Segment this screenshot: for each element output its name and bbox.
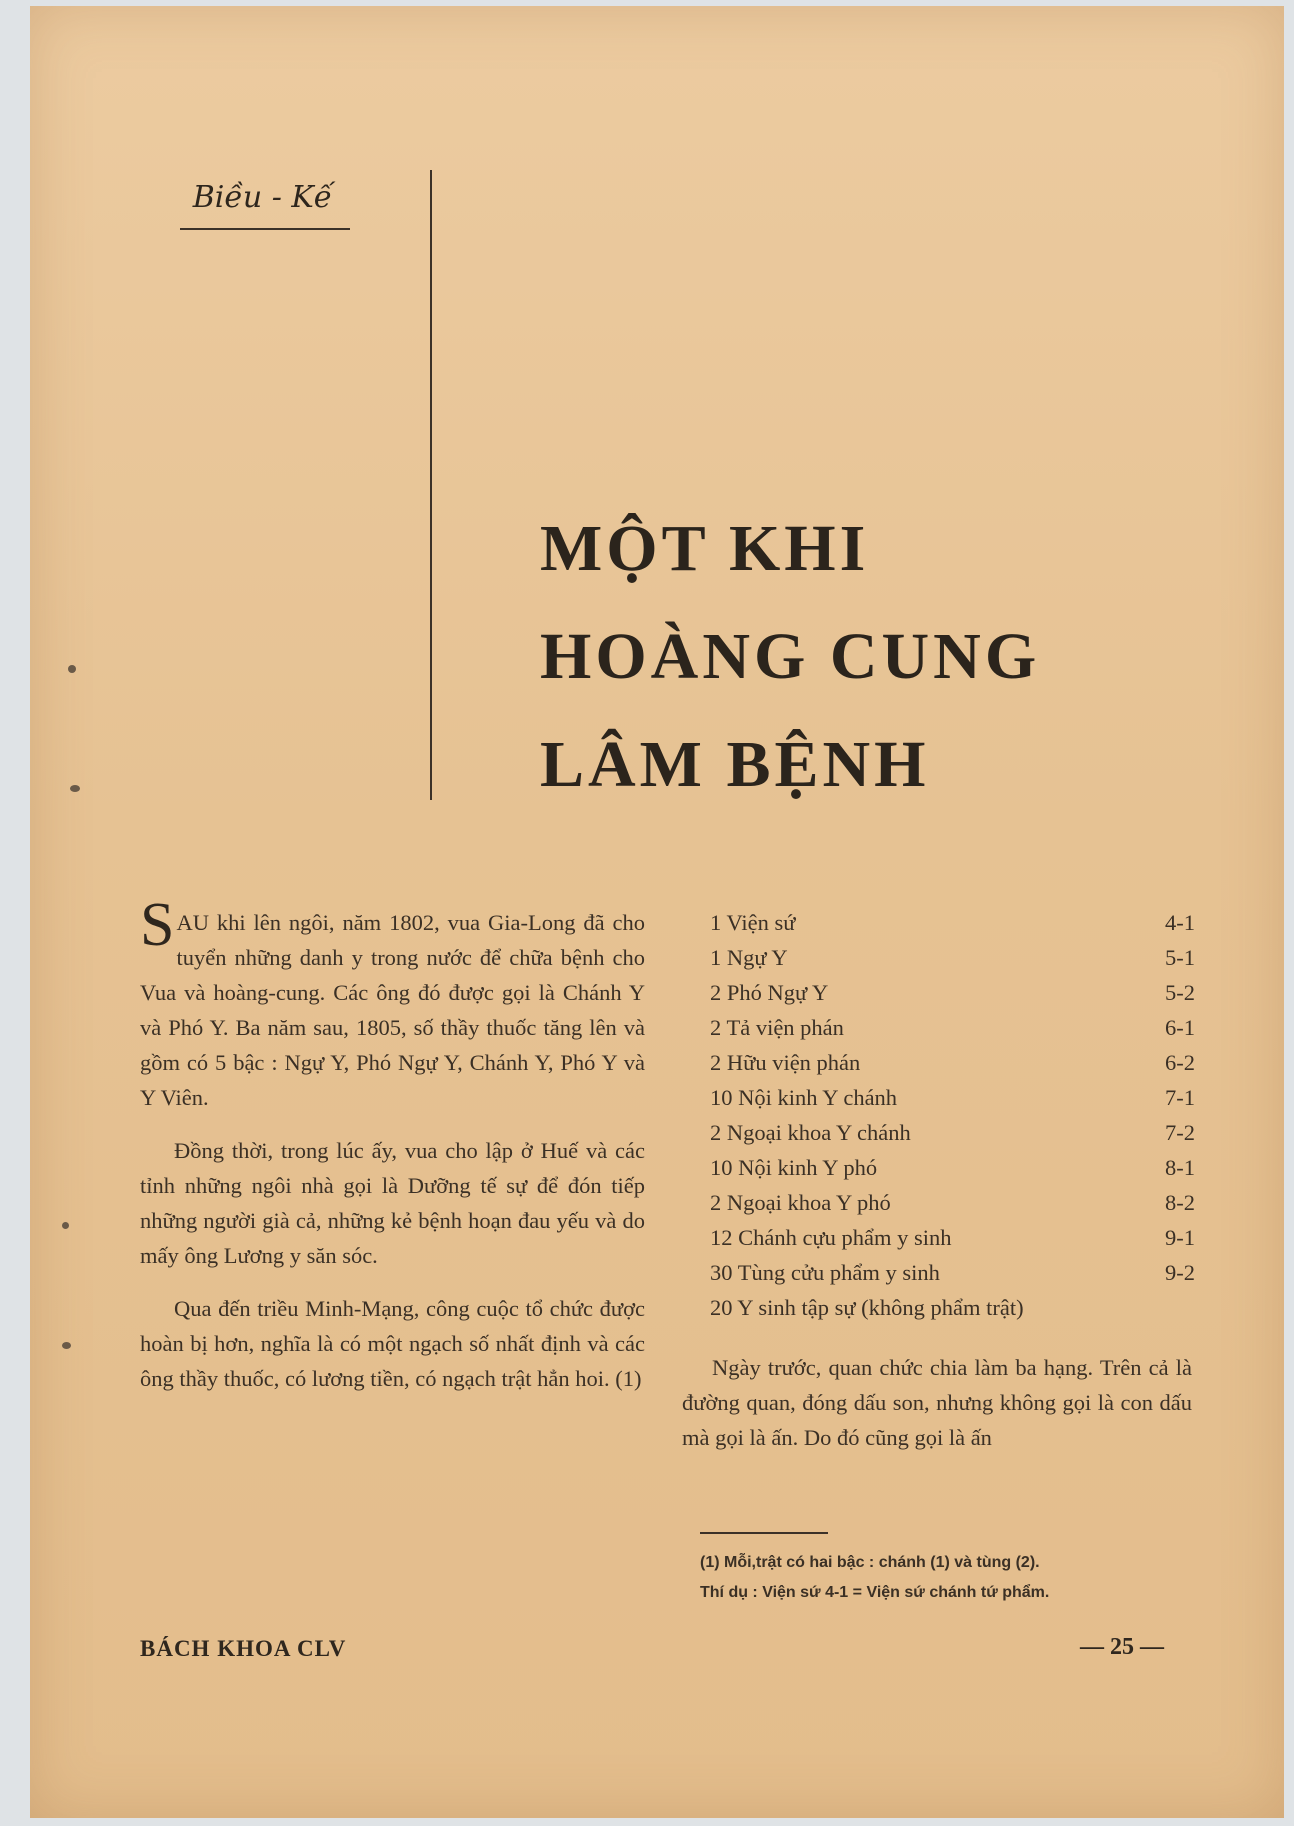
rank-row — [710, 975, 1195, 1010]
rank-row — [710, 1220, 1195, 1255]
author-byline: Biều - Kế — [192, 180, 333, 215]
rank-name: 2 Tả viện phán — [710, 1015, 844, 1040]
title-line-1: MỘT KHI — [540, 512, 870, 585]
rank-row — [710, 940, 1195, 975]
title-line-3: LÂM BỆNH — [540, 728, 930, 801]
rank-list — [710, 905, 1195, 1325]
rank-name: 10 Nội kinh Y chánh — [710, 1085, 898, 1110]
footnote-rule — [700, 1532, 828, 1534]
page-number: — 25 — — [1080, 1634, 1164, 1660]
rank-grade: 8-1 — [1165, 1155, 1195, 1180]
title-vertical-rule — [430, 170, 432, 800]
left-text-column — [140, 891, 645, 1414]
rank-row — [710, 1290, 1195, 1325]
right-text-column — [682, 1350, 1192, 1455]
rank-name: 30 Tùng cửu phẩm y sinh — [710, 1260, 940, 1285]
paragraph-2: Đồng thời, trong lúc ấy, vua cho lập ở Huế và các tỉnh những ngôi nhà gọi là Dưỡng tế sự để đón tiếp những người già cả, những kẻ bệnh hoạn đau yếu và do mấy ông Lương y săn sóc. — [140, 1138, 645, 1268]
rank-grade: 9-1 — [1165, 1225, 1195, 1250]
rank-grade: 6-2 — [1165, 1050, 1195, 1075]
rank-name: 20 Y sinh tập sự (không phẩm trật) — [710, 1295, 1024, 1320]
rank-name: 12 Chánh cựu phẩm y sinh — [710, 1225, 952, 1250]
rank-name: 1 Viện sứ — [710, 910, 796, 935]
rank-grade: 4-1 — [1165, 910, 1195, 935]
binding-hole-mark — [62, 1342, 71, 1349]
rank-row — [710, 1185, 1195, 1220]
rank-grade: 7-1 — [1165, 1085, 1195, 1110]
rank-grade: 5-1 — [1165, 945, 1195, 970]
paragraph-1 — [140, 891, 645, 1115]
publication-name: BÁCH KHOA CLV — [140, 1636, 347, 1661]
rank-name: 2 Phó Ngự Y — [710, 980, 829, 1005]
footnote-line-2: Thí dụ : Viện sứ 4-1 = Viện sứ chánh tứ phẩm. — [700, 1584, 1050, 1601]
rank-name: 2 Ngoại khoa Y chánh — [710, 1120, 911, 1145]
title-line-2: HOÀNG CUNG — [540, 620, 1041, 693]
rank-grade: 7-2 — [1165, 1120, 1195, 1145]
rank-row — [710, 1115, 1195, 1150]
binding-hole-mark — [62, 1222, 69, 1229]
binding-hole-mark — [68, 665, 76, 673]
rank-grade: 8-2 — [1165, 1190, 1195, 1215]
byline-underline — [180, 228, 350, 230]
rank-grade: 5-2 — [1165, 980, 1195, 1005]
binding-hole-mark — [70, 785, 80, 792]
rank-name: 10 Nội kinh Y phó — [710, 1155, 878, 1180]
right-paragraph: Ngày trước, quan chức chia làm ba hạng. Trên cả là đường quan, đóng dấu son, nhưng không gọi là con dấu mà gọi là ấn. Do đó cũng gọi là ấn — [682, 1355, 1192, 1450]
rank-name: 2 Ngoại khoa Y phó — [710, 1190, 891, 1215]
article-title — [540, 495, 1280, 819]
rank-row — [710, 1255, 1195, 1290]
rank-row — [710, 1045, 1195, 1080]
rank-grade: 9-2 — [1165, 1260, 1195, 1285]
rank-grade: 6-1 — [1165, 1015, 1195, 1040]
paragraph-1-text: AU khi lên ngôi, năm 1802, vua Gia-Long đã cho tuyển những danh y trong nước để chữa bệnh cho Vua và hoàng-cung. Các ông đó được gọi là Chánh Y và Phó Y. Ba năm sau, 1805, số thầy thuốc tăng lên và gồm có 5 bậc : Ngự Y, Phó Ngự Y, Chánh Y, Phó Y và Y Viên. — [140, 910, 645, 1110]
footnote-line-1: (1) Mỗi,trật có hai bậc : chánh (1) và tùng (2). — [700, 1554, 1040, 1571]
drop-cap: S — [140, 891, 175, 959]
footnote — [700, 1548, 1205, 1608]
paragraph-3: Qua đến triều Minh-Mạng, công cuộc tổ chức được hoàn bị hơn, nghĩa là có một ngạch số nhất định và các ông thầy thuốc, có lương tiền, có ngạch trật hẳn hoi. (1) — [140, 1296, 645, 1391]
rank-row — [710, 1150, 1195, 1185]
rank-name: 1 Ngự Y — [710, 945, 788, 970]
rank-row — [710, 1080, 1195, 1115]
rank-row — [710, 905, 1195, 940]
rank-row — [710, 1010, 1195, 1045]
rank-name: 2 Hữu viện phán — [710, 1050, 861, 1075]
